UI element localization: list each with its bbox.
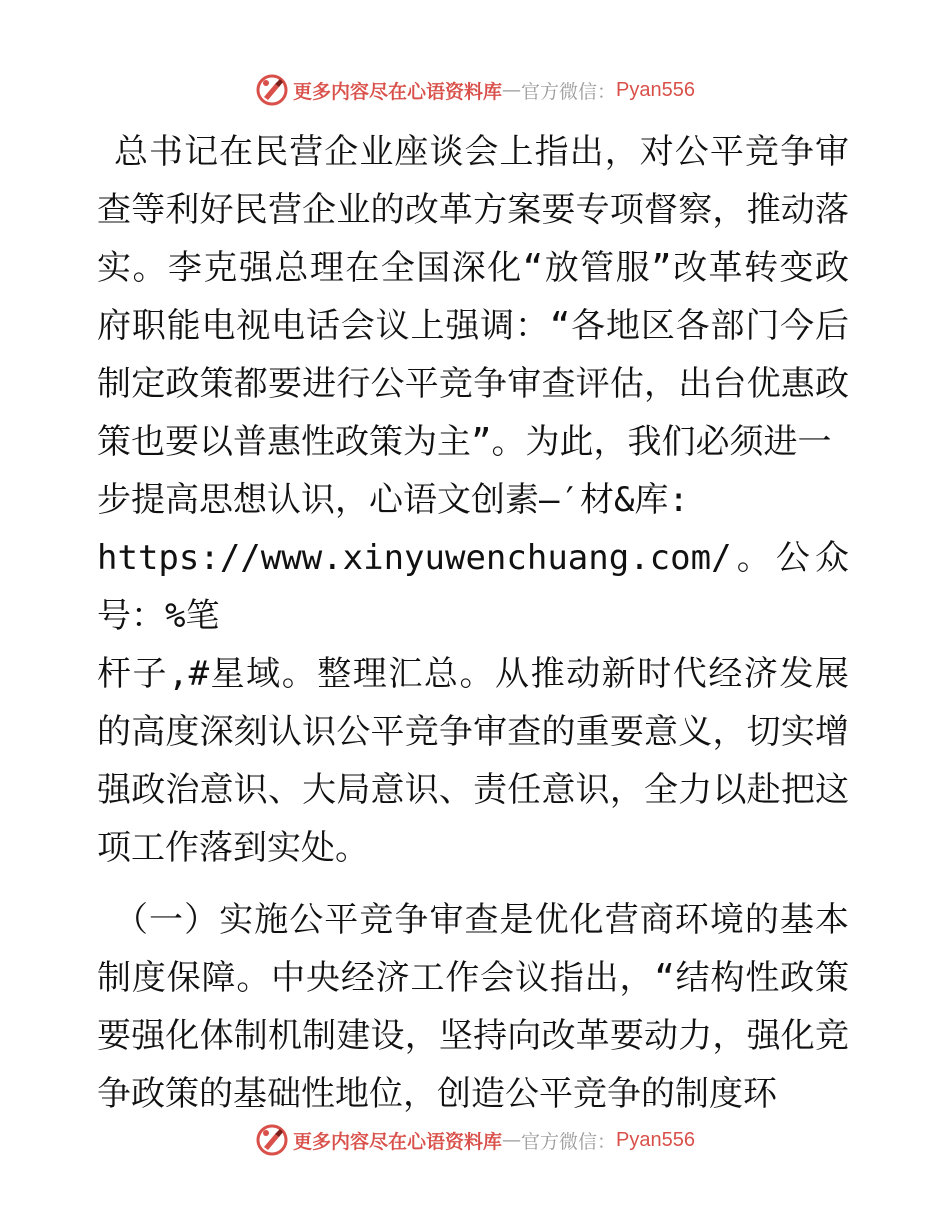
text-line: 制定政策都要进行公平竞争审查评估，出台优惠政 [97,364,849,404]
text-line: 争政策的基础性地位，创造公平竞争的制度环 [97,1074,777,1114]
paragraph-2 [97,891,849,1123]
banner-separator: — [502,79,522,101]
text-line: 实。李克强总理在全国深化“放管服”改革转变政 [97,248,849,288]
text-line: 高度深刻认识公平竞争审查的重要意义，切实增强 [97,712,850,810]
text-line: 政治意识、大局意识、责任意识，全力以赴把这项 [97,770,850,868]
text-line: 工作落到实处。 [131,828,369,868]
brand-logo-icon [255,1123,289,1157]
brand-logo-icon [255,73,289,107]
banner-wechat-id: Pyan556 [616,1128,695,1151]
text-line: （一）实施公平竞争审查是优化营商环境的基本 [114,900,849,940]
text-line: 杆子,#星域。整理汇总。从推动新时代经济发展的 [97,654,849,752]
text-line: 查等利好民营企业的改革方案要专项督察，推动落 [97,190,849,230]
paragraph-1 [97,123,849,877]
banner-wechat-label: 官方微信： [521,1130,617,1153]
text-line: 制度保障。中央经济工作会议指出，“结构性政策 [97,958,849,998]
banner-wechat-label: 官方微信： [521,80,617,103]
banner-brand-text: 更多内容尽在心语资料库 [293,80,503,103]
header-watermark-banner [0,70,950,110]
text-line: 要强化体制机制建设，坚持向改革要动力，强化竞 [97,1016,849,1056]
banner-brand-text: 更多内容尽在心语资料库 [293,1130,503,1153]
banner-wechat-id: Pyan556 [616,78,695,101]
text-line: 总书记在民营企业座谈会上指出，对公平竞争审 [114,132,849,172]
text-line: 策也要以普惠性政策为主”。为此，我们必须进一 [97,422,832,462]
text-line: 府职能电视电话会议上强调：“各地区各部门今后 [97,306,849,346]
text-line-url: https://www.xinyuwenchuang.com/。公众号：%笔 [97,538,849,636]
footer-watermark-banner [0,1120,950,1160]
banner-separator: — [502,1129,522,1151]
text-line: 步提高思想认识，心语文创素—′材&库: [97,480,689,520]
document-body [97,123,849,1123]
